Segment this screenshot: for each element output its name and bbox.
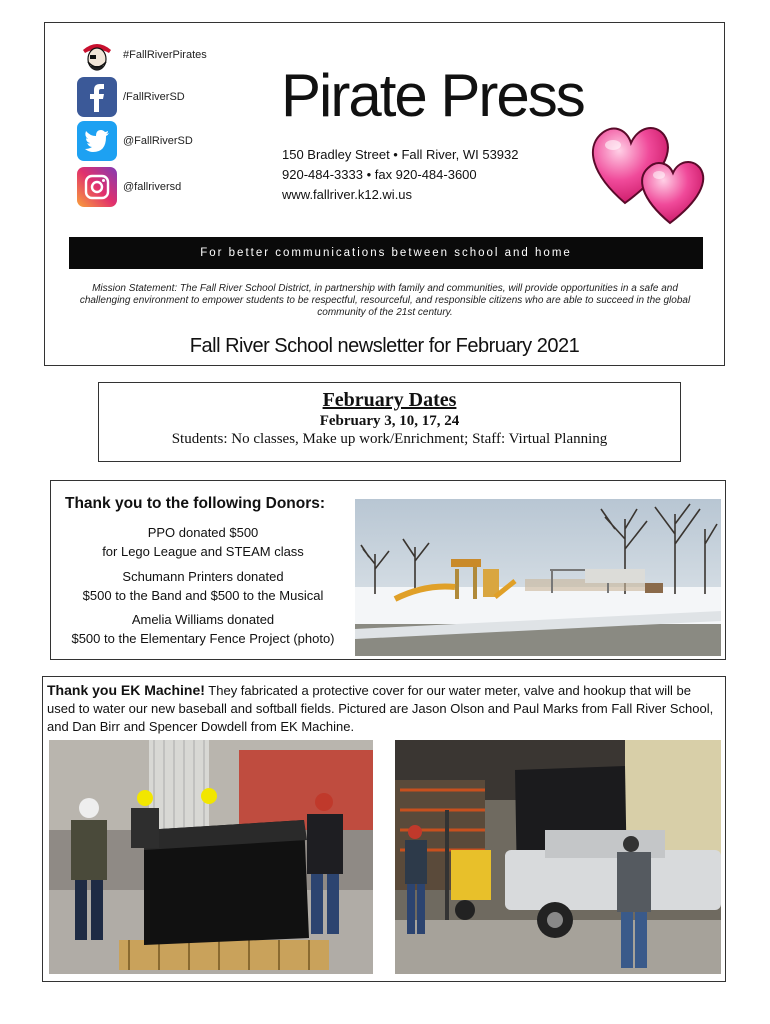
donor-item [57, 567, 349, 605]
mission-statement: Mission Statement: The Fall River School District, in partnership with family and communities, will provide opportunities in a safe and challenging environment to empower students to be respectful, resourceful, and responsible citizens who are able to succeed in the global community of the 21st century. [79, 283, 691, 318]
donors-heading: Thank you to the following Donors: [65, 495, 326, 512]
playground-photo [355, 499, 721, 656]
masthead-title: Pirate Press [281, 62, 584, 129]
social-pirates-label: #FallRiverPirates [123, 49, 207, 61]
twitter-icon [77, 121, 117, 161]
hearts-icon [585, 113, 715, 228]
donors-box [50, 480, 726, 660]
dates-note: Students: No classes, Make up work/Enrichment; Staff: Virtual Planning [171, 431, 608, 447]
donor-line: for Lego League and STEAM class [102, 544, 304, 559]
ek-workers-photo [49, 740, 373, 974]
ek-paragraph [47, 681, 721, 736]
newsletter-title: Fall River School newsletter for February 2021 [189, 335, 580, 357]
donor-line: $500 to the Elementary Fence Project (photo) [71, 631, 335, 646]
social-instagram[interactable] [77, 167, 181, 207]
social-instagram-label: @fallriversd [123, 181, 182, 193]
ek-body: They fabricated a protective cover for our water meter, valve and hookup that will be used to water our new baseball and softball fields. Pictured are Jason Olson and Paul Marks from Fall River School, and Dan Birr and Spencer Dowdell from EK Machine. [47, 683, 714, 734]
social-facebook[interactable] [77, 77, 185, 117]
donor-item [57, 523, 349, 561]
pirate-logo-icon [77, 35, 117, 75]
dates-heading: February Dates [322, 389, 457, 411]
address-block [282, 145, 519, 205]
february-dates-box [98, 382, 681, 462]
address-website[interactable]: www.fallriver.k12.wi.us [282, 187, 413, 202]
header-box [44, 22, 725, 366]
donor-line: $500 to the Band and $500 to the Musical [82, 588, 324, 603]
donor-item [57, 610, 349, 648]
dates-days: February 3, 10, 17, 24 [319, 413, 460, 429]
social-twitter[interactable] [77, 121, 193, 161]
address-street: 150 Bradley Street • Fall River, WI 53932 [282, 147, 519, 162]
donor-line: PPO donated $500 [147, 525, 259, 540]
ek-truck-photo [395, 740, 721, 974]
address-phone: 920-484-3333 • fax 920-484-3600 [282, 167, 477, 182]
donor-line: Schumann Printers donated [122, 569, 284, 584]
social-twitter-label: @FallRiverSD [123, 135, 193, 147]
facebook-icon [77, 77, 117, 117]
ek-heading: Thank you EK Machine! [47, 682, 205, 698]
ek-machine-box [42, 676, 726, 982]
social-facebook-label: /FallRiverSD [123, 91, 185, 103]
donor-line: Amelia Williams donated [131, 612, 275, 627]
tagline-banner: For better communications between school and home [69, 237, 703, 269]
instagram-icon [77, 167, 117, 207]
social-pirates[interactable] [77, 35, 207, 75]
